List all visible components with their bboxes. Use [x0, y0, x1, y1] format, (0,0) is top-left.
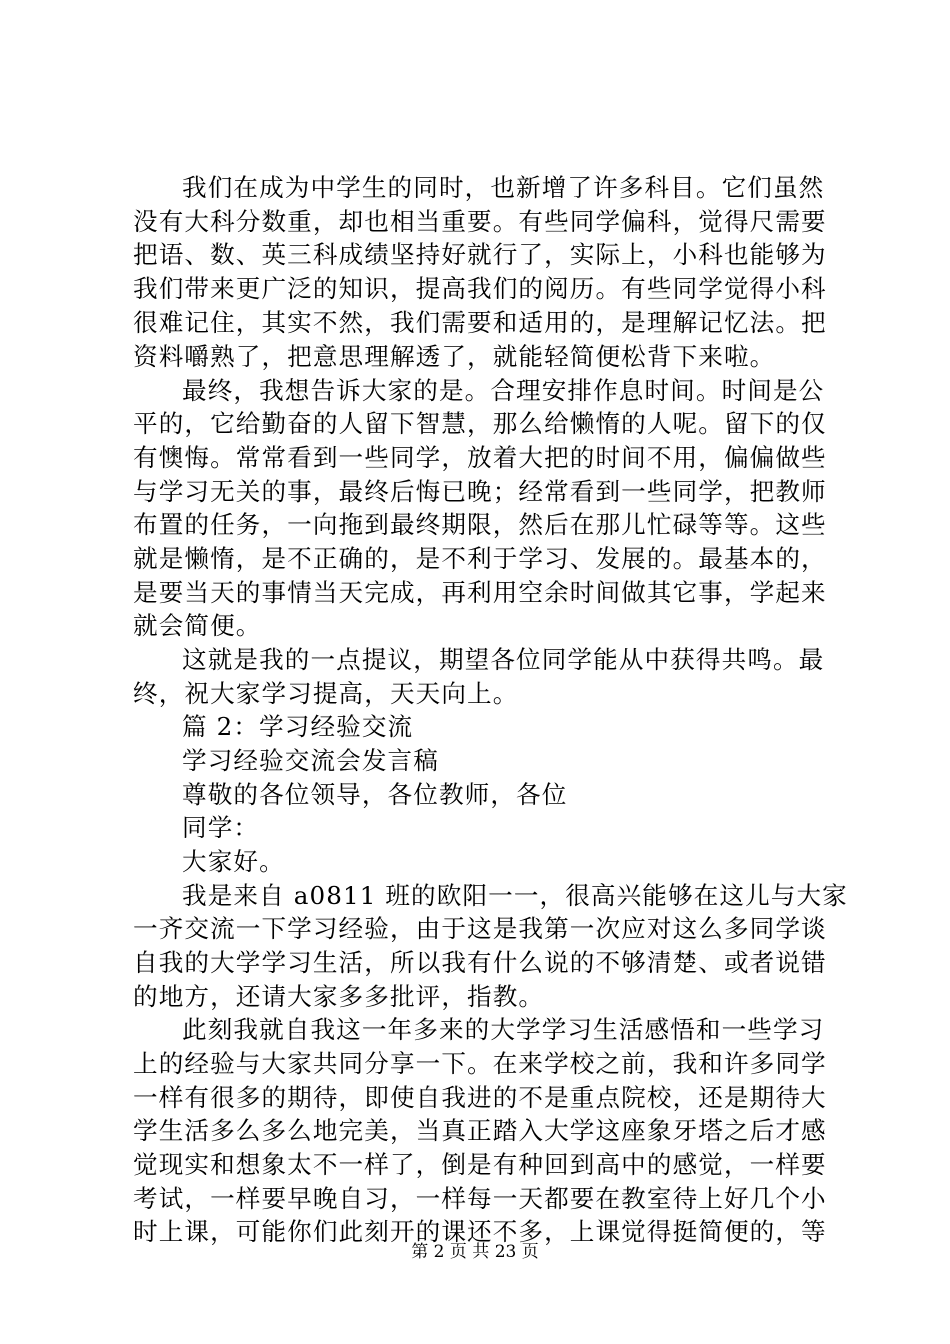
text-line: 此刻我就自我这一年多来的大学学习生活感悟和一些学习 [182, 1015, 825, 1044]
text-line: 考试，一样要早晚自习，一样每一天都要在教室待上好几个小 [133, 1184, 827, 1213]
text-line: 与学习无关的事，最终后悔已晚；经常看到一些同学，把教师 [133, 477, 827, 506]
text-line: 这就是我的一点提议，期望各位同学能从中获得共鸣。最 [182, 645, 825, 674]
text-line: 把语、数、英三科成绩坚持好就行了，实际上，小科也能够为 [133, 240, 827, 269]
text-line: 的地方，还请大家多多批评，指教。 [133, 982, 545, 1011]
text-line: 很难记住，其实不然，我们需要和适用的，是理解记忆法。把 [133, 308, 827, 337]
page-number-footer: 第 2 页 共 23 页 [411, 1242, 539, 1262]
text-line: 一样有很多的期待，即使自我进的不是重点院校，还是期待大 [133, 1083, 827, 1112]
text-line: 平的，它给勤奋的人留下智慧，那么给懒惰的人呢。留下的仅 [133, 409, 827, 438]
text-line: 时上课，可能你们此刻开的课还不多，上课觉得挺简便的，等 [133, 1217, 827, 1246]
text-line: 没有大科分数重，却也相当重要。有些同学偏科，觉得尺需要 [133, 207, 827, 236]
text-line: 我们在成为中学生的同时，也新增了许多科目。它们虽然 [182, 173, 825, 202]
text-line: 是要当天的事情当天完成，再利用空余时间做其它事，学起来 [133, 578, 827, 607]
text-line: 上的经验与大家共同分享一下。在来学校之前，我和许多同学 [133, 1049, 827, 1078]
greeting-line: 大家好。 [182, 847, 285, 876]
salutation-line: 尊敬的各位领导，各位教师，各位 [182, 780, 568, 809]
text-line: 我们带来更广泛的知识，提高我们的阅历。有些同学觉得小科 [133, 274, 827, 303]
text-line: 有懊悔。常常看到一些同学，放着大把的时间不用，偏偏做些 [133, 443, 827, 472]
text-line: 学生活多么多么地完美，当真正踏入大学这座象牙塔之后才感 [133, 1116, 827, 1145]
text-line: 终，祝大家学习提高，天天向上。 [133, 679, 519, 708]
text-line: 觉现实和想象太不一样了，倒是有种回到高中的感觉，一样要 [133, 1150, 827, 1179]
text-line: 最终，我想告诉大家的是。合理安排作息时间。时间是公 [182, 376, 825, 405]
section-heading: 篇 2：学习经验交流 [182, 712, 414, 741]
text-line: 自我的大学学习生活，所以我有什么说的不够清楚、或者说错 [133, 948, 827, 977]
speech-title: 学习经验交流会发言稿 [182, 746, 439, 775]
text-line: 资料嚼熟了，把意思理解透了，就能轻简便松背下来啦。 [133, 342, 776, 371]
text-line: 就是懒惰，是不正确的，是不利于学习、发展的。最基本的， [133, 544, 827, 573]
text-line: 就会简便。 [133, 611, 262, 640]
salutation-line: 同学： [182, 813, 260, 842]
text-line: 布置的任务，一向拖到最终期限，然后在那儿忙碌等等。这些 [133, 510, 827, 539]
text-line: 一齐交流一下学习经验，由于这是我第一次应对这么多同学谈 [133, 914, 827, 943]
text-line: 我是来自 a0811 班的欧阳一一，很高兴能够在这儿与大家 [182, 881, 848, 910]
